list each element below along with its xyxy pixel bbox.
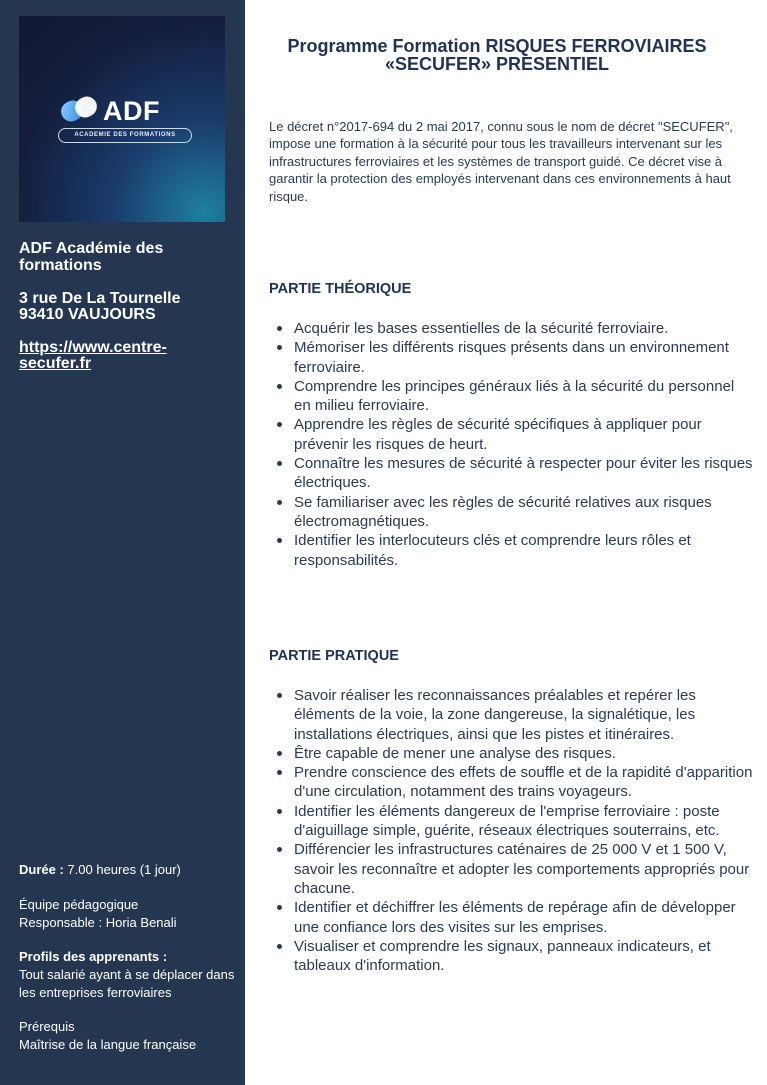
team [19,896,239,932]
theory-heading: PARTIE THÉORIQUE [269,281,412,297]
prerequisites [19,1018,239,1054]
prereq-value: Maîtrise de la langue française [19,1037,197,1052]
page-title: Programme Formation RISQUES FERROVIAIRES «SECUFER» PRESENTIEL [287,36,707,74]
list-item: Visualiser et comprendre les signaux, panneaux indicateurs, et tableaux d'information. [294,937,754,976]
profiles-value: Tout salarié ayant à se déplacer dans les entreprises ferroviaires [19,967,235,1000]
sidebar [0,0,245,1085]
logo-brand: ADF [103,96,160,126]
address [19,291,219,323]
list-item: Mémoriser les différents risques présents dans un environnement ferroviaire. [294,338,754,377]
theory-list [294,319,754,570]
practice-heading: PARTIE PRATIQUE [269,648,399,664]
intro-paragraph: Le décret n°2017-694 du 2 mai 2017, connu sous le nom de décret "SECUFER", impose une formation à la sécurité pour tous les travailleurs intervenant sur les infrastructures ferroviaires et les systèmes de transport guidé. Ce décret vise à garantir la protection des employés intervenant dans ces environnements à haut risque. [269,119,733,204]
list-item: Apprendre les règles de sécurité spécifiques à appliquer pour prévenir les risques de heurt. [294,415,754,454]
duration-label: Durée : [19,862,64,877]
adf-logo-icon [61,95,101,123]
main-content [245,0,767,1085]
team-value: Responsable : Horia Benali [19,915,177,930]
list-item: Connaître les mesures de sécurité à respecter pour éviter les risques électriques. [294,455,753,492]
address-line1: 3 rue De La Tournelle [19,290,181,307]
practice-list [294,686,754,975]
profiles [19,948,239,1002]
list-item: Se familiariser avec les règles de sécurité relatives aux risques électromagnétiques. [294,493,754,532]
team-label: Équipe pédagogique [19,897,139,912]
profiles-label: Profils des apprenants : [19,949,168,964]
list-item: Identifier et déchiffrer les éléments de repérage afin de développer une confiance lors des visites sur les emprises. [294,898,754,937]
list-item: Comprendre les principes généraux liés à la sécurité du personnel en milieu ferroviaire. [294,377,754,416]
duration [19,861,239,879]
list-item: Identifier les éléments dangereux de l'emprise ferroviaire : poste d'aiguillage simple, guérite, réseaux électriques souterrains, etc. [294,802,754,841]
org-name: ADF Académie des formations [19,240,164,274]
prereq-label: Prérequis [19,1019,75,1034]
logo [19,16,225,222]
list-item: Prendre conscience des effets de souffle et de la rapidité d'apparition d'une circulation, notamment des trains voyageurs. [294,764,753,801]
logo-tagline: ACADEMIE DES FORMATIONS [58,128,192,143]
list-item: Identifier les interlocuteurs clés et comprendre leurs rôles et responsabilités. [294,531,754,570]
duration-value: 7.00 heures (1 jour) [67,862,181,877]
address-line2: 93410 VAUJOURS [19,306,156,323]
website-link[interactable]: https://www.centre-secufer.fr [19,339,167,372]
list-item: Être capable de mener une analyse des risques. [294,744,754,763]
list-item: Acquérir les bases essentielles de la sécurité ferroviaire. [294,319,754,338]
list-item: Savoir réaliser les reconnaissances préalables et repérer les éléments de la voie, la zone dangereuse, la signalétique, les installations électriques, ainsi que les pistes et itinéraires. [294,686,754,744]
list-item: Différencier les infrastructures caténaires de 25 000 V et 1 500 V, savoir les reconnaître et adopter les comportements appropriés pour chacune. [294,840,754,898]
